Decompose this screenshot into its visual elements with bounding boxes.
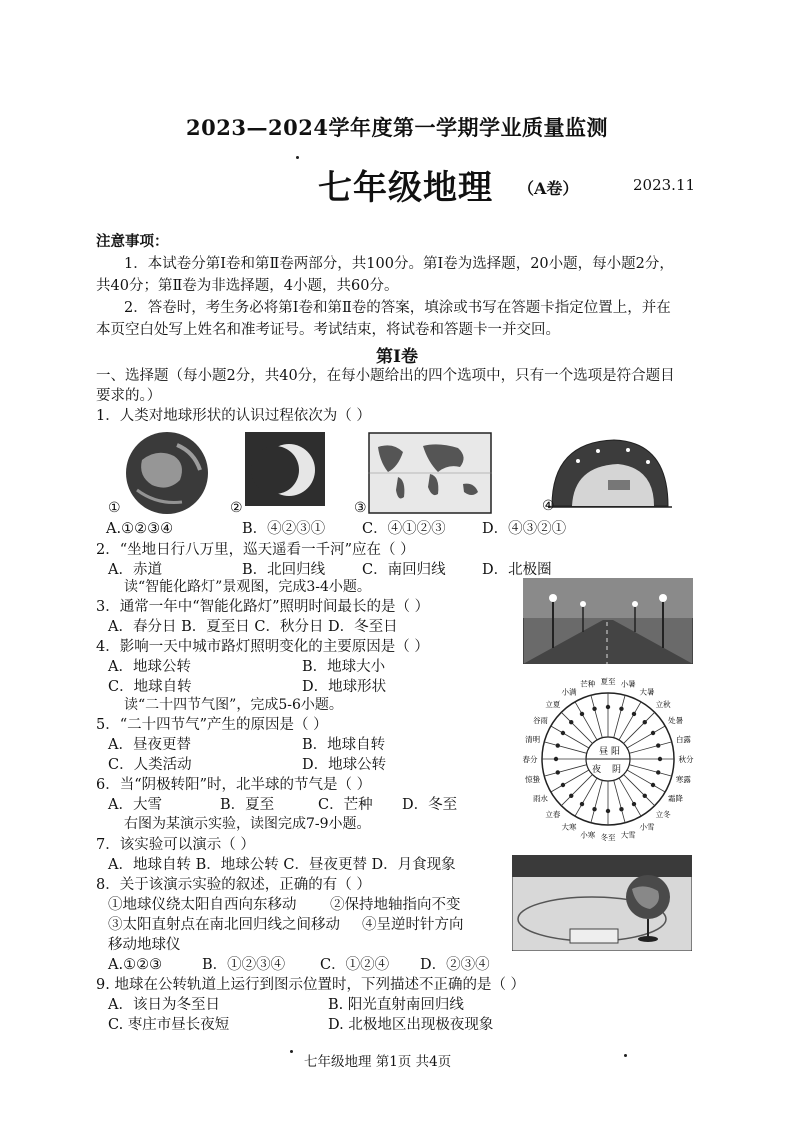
q8-option-b: B．①②③④ <box>202 957 286 973</box>
solar-term-label: 立春 <box>545 810 561 820</box>
solar-term-spoke <box>591 695 602 738</box>
q8-statement-3: ③太阳直射点在南北回归线之间移动 <box>108 917 340 933</box>
solar-term-dot <box>632 802 636 806</box>
q8-option-d: D．②③④ <box>420 957 490 973</box>
center-bottom2-label: 阴 <box>612 765 622 775</box>
solar-term-spoke <box>629 765 672 776</box>
q9-option-d: D. 北极地区出现极夜现象 <box>328 1017 494 1033</box>
solar-term-label: 冬至 <box>600 833 616 842</box>
q2-option-a: A．赤道 <box>108 562 162 578</box>
solar-term-spoke <box>624 712 655 743</box>
solar-term-label: 小暑 <box>620 679 636 689</box>
q1-image-label-2: ② <box>230 500 243 516</box>
q1-option-c: C．④①②③ <box>362 521 446 537</box>
solar-term-dot <box>656 770 660 774</box>
solar-term-dot <box>561 783 565 787</box>
q1-option-a: A.①②③④ <box>106 521 174 537</box>
q2-option-b: B．北回归线 <box>242 562 326 578</box>
q6-option-c: C．芒种 <box>318 797 373 813</box>
solar-term-label: 立冬 <box>655 810 671 820</box>
solar-term-dot <box>651 731 655 735</box>
q6-option-d: D．冬至 <box>402 797 458 813</box>
notice-title: 注意事项： <box>96 233 169 250</box>
q8-option-c: C．①②④ <box>320 957 390 973</box>
solar-term-dot <box>556 770 560 774</box>
solar-term-label: 白露 <box>675 734 691 744</box>
solar-term-dot <box>656 743 660 747</box>
solar-term-dot <box>658 757 662 761</box>
earth-photo-image <box>122 430 212 516</box>
q8-stem: 8．关于该演示实验的叙述，正确的有（ ） <box>96 877 371 893</box>
solar-term-spoke <box>614 780 625 823</box>
scan-speck <box>296 156 299 159</box>
q5-option-d: D．地球公转 <box>302 757 387 773</box>
solar-term-dot <box>556 743 560 747</box>
solar-term-label: 寒露 <box>675 775 691 785</box>
q4-option-a: A．地球公转 <box>108 659 191 675</box>
solar-term-label: 小寒 <box>580 830 596 840</box>
lead-3-4: 读“智能化路灯”景观图，完成3-4小题。 <box>124 579 371 595</box>
solar-term-label: 大寒 <box>561 822 577 832</box>
solar-term-label: 大暑 <box>639 687 655 697</box>
q9-option-c: C. 枣庄市昼长夜短 <box>108 1017 230 1033</box>
notice-p1b: 共40分；第Ⅱ卷为非选择题，4小题，共60分。 <box>96 278 399 294</box>
q1-option-b: B．④②③① <box>242 521 326 537</box>
solar-term-spoke <box>561 712 592 743</box>
solar-term-label: 惊蛰 <box>525 775 541 785</box>
q1-image-label-4: ④ <box>542 498 555 514</box>
solar-terms-diagram <box>520 668 696 850</box>
solar-term-dot <box>569 720 573 724</box>
q8-statement-2: ②保持地轴指向不变 <box>330 897 461 913</box>
lead-7-9: 右图为某演示实验，读图完成7-9小题。 <box>124 816 371 832</box>
section-title: 第Ⅰ卷 <box>376 347 418 367</box>
page-footer: 七年级地理 第1页 共4页 <box>304 1054 452 1070</box>
q8-statement-4: ④呈逆时针方向 <box>362 917 464 933</box>
solar-term-dot <box>592 707 596 711</box>
subject-title: 七年级地理 <box>318 168 493 208</box>
ancient-sky-dome-image <box>548 436 672 512</box>
q5-option-c: C．人类活动 <box>108 757 192 773</box>
section-instr-b: 要求的。） <box>96 388 162 404</box>
solar-term-spoke <box>544 742 587 753</box>
solar-term-label: 芒种 <box>580 679 596 689</box>
solar-term-dot <box>606 705 610 709</box>
solar-term-spoke <box>629 742 672 753</box>
solar-term-spoke <box>624 775 655 806</box>
q8-statement-1: ①地球仪绕太阳自西向东移动 <box>108 897 297 913</box>
lead-5-6: 读“二十四节气图”，完成5-6小题。 <box>124 697 343 713</box>
q7-options: A．地球自转 B．地球公转 C．昼夜更替 D．月食现象 <box>108 857 456 873</box>
solar-term-dot <box>580 802 584 806</box>
q3-stem: 3．通常一年中“智能化路灯”照明时间最长的是（ ） <box>96 599 430 615</box>
q3-options: A．春分日 B．夏至日 C．秋分日 D．冬至日 <box>108 619 398 635</box>
solar-term-label: 夏至 <box>600 677 616 686</box>
q1-stem: 1．人类对地球形状的认识过程依次为（ ） <box>96 408 371 424</box>
solar-term-label: 处暑 <box>668 716 684 725</box>
solar-term-dot <box>632 712 636 716</box>
notice-p2a: 2．答卷时，考生务必将第Ⅰ卷和第Ⅱ卷的答案，填涂或书写在答题卡指定位置上，并在 <box>124 300 671 316</box>
solar-term-dot <box>592 807 596 811</box>
q5-option-a: A．昼夜更替 <box>108 737 191 753</box>
section-instr-a: 一、选择题（每小题2分，共40分，在每小题给出的四个选项中，只有一个选项是符合题目 <box>96 368 675 384</box>
q5-option-b: B．地球自转 <box>302 737 386 753</box>
notice-p1a: 1．本试卷分第Ⅰ卷和第Ⅱ卷两部分，共100分。第Ⅰ卷为选择题，20小题，每小题2分， <box>124 256 674 272</box>
scan-speck <box>624 1054 627 1057</box>
q7-stem: 7．该实验可以演示（ ） <box>96 837 255 853</box>
smart-streetlight-photo <box>523 578 693 664</box>
center-top2-label: 阳 <box>611 747 621 757</box>
solar-term-dot <box>619 807 623 811</box>
q1-image-label-1: ① <box>108 500 121 516</box>
q5-stem: 5．“二十四节气”产生的原因是（ ） <box>96 717 328 733</box>
solar-term-spoke <box>614 695 625 738</box>
scan-speck <box>290 1050 293 1053</box>
solar-term-dot <box>643 794 647 798</box>
q9-option-a: A．该日为冬至日 <box>108 997 220 1013</box>
world-map-image <box>368 432 492 514</box>
q4-option-c: C．地球自转 <box>108 679 192 695</box>
q9-stem: 9. 地球在公转轨道上运行到图示位置时，下列描述不正确的是（ ） <box>96 977 526 993</box>
solar-term-label: 立夏 <box>545 699 561 709</box>
solar-term-label: 秋分 <box>678 755 694 764</box>
q4-option-b: B．地球大小 <box>302 659 386 675</box>
solar-term-label: 清明 <box>525 734 541 744</box>
q4-stem: 4．影响一天中城市路灯照明变化的主要原因是（ ） <box>96 639 429 655</box>
q8-option-a: A.①②③ <box>108 957 163 973</box>
solar-term-dot <box>561 731 565 735</box>
solar-term-label: 大雪 <box>620 830 636 840</box>
q2-option-c: C．南回归线 <box>362 562 446 578</box>
center-top-label: 昼 <box>599 747 609 757</box>
solar-term-label: 立秋 <box>655 699 671 709</box>
demo-experiment-photo <box>512 855 692 951</box>
q8-statement-4-cont: 移动地球仪 <box>108 937 181 953</box>
solar-term-spoke <box>561 775 592 806</box>
solar-term-label: 谷雨 <box>532 716 548 725</box>
solar-term-label: 霜降 <box>668 794 684 803</box>
solar-term-dot <box>554 757 558 761</box>
solar-term-spoke <box>591 780 602 823</box>
solar-term-dot <box>569 794 573 798</box>
q1-option-d: D．④③②① <box>482 521 567 537</box>
lunar-eclipse-image <box>245 432 325 506</box>
notice-p2b: 本页空白处写上姓名和准考证号。考试结束，将试卷和答题卡一并交回。 <box>96 322 560 338</box>
solar-term-label: 雨水 <box>532 794 548 803</box>
solar-term-label: 小满 <box>561 687 577 697</box>
exam-date: 2023.11 <box>633 176 696 194</box>
q6-option-b: B．夏至 <box>220 797 275 813</box>
edition-label: （A卷） <box>518 179 579 198</box>
q4-option-d: D．地球形状 <box>302 679 387 695</box>
center-bottom-label: 夜 <box>592 765 602 775</box>
q2-option-d: D．北极圈 <box>482 562 552 578</box>
q6-stem: 6．当“阴极转阳”时，北半球的节气是（ ） <box>96 777 372 793</box>
solar-term-dot <box>643 720 647 724</box>
q2-stem: 2．“坐地日行八万里，巡天遥看一千河”应在（ ） <box>96 542 415 558</box>
q1-image-label-3: ③ <box>354 500 367 516</box>
solar-term-dot <box>606 809 610 813</box>
solar-term-label: 春分 <box>522 755 538 764</box>
solar-term-dot <box>619 707 623 711</box>
solar-term-label: 小雪 <box>639 822 655 832</box>
solar-term-dot <box>651 783 655 787</box>
solar-term-spoke <box>544 765 587 776</box>
solar-term-dot <box>580 712 584 716</box>
exam-year-title: 2023—2024学年度第一学期学业质量监测 <box>186 115 608 140</box>
q6-option-a: A．大雪 <box>108 797 162 813</box>
q9-option-b: B. 阳光直射南回归线 <box>328 997 464 1013</box>
